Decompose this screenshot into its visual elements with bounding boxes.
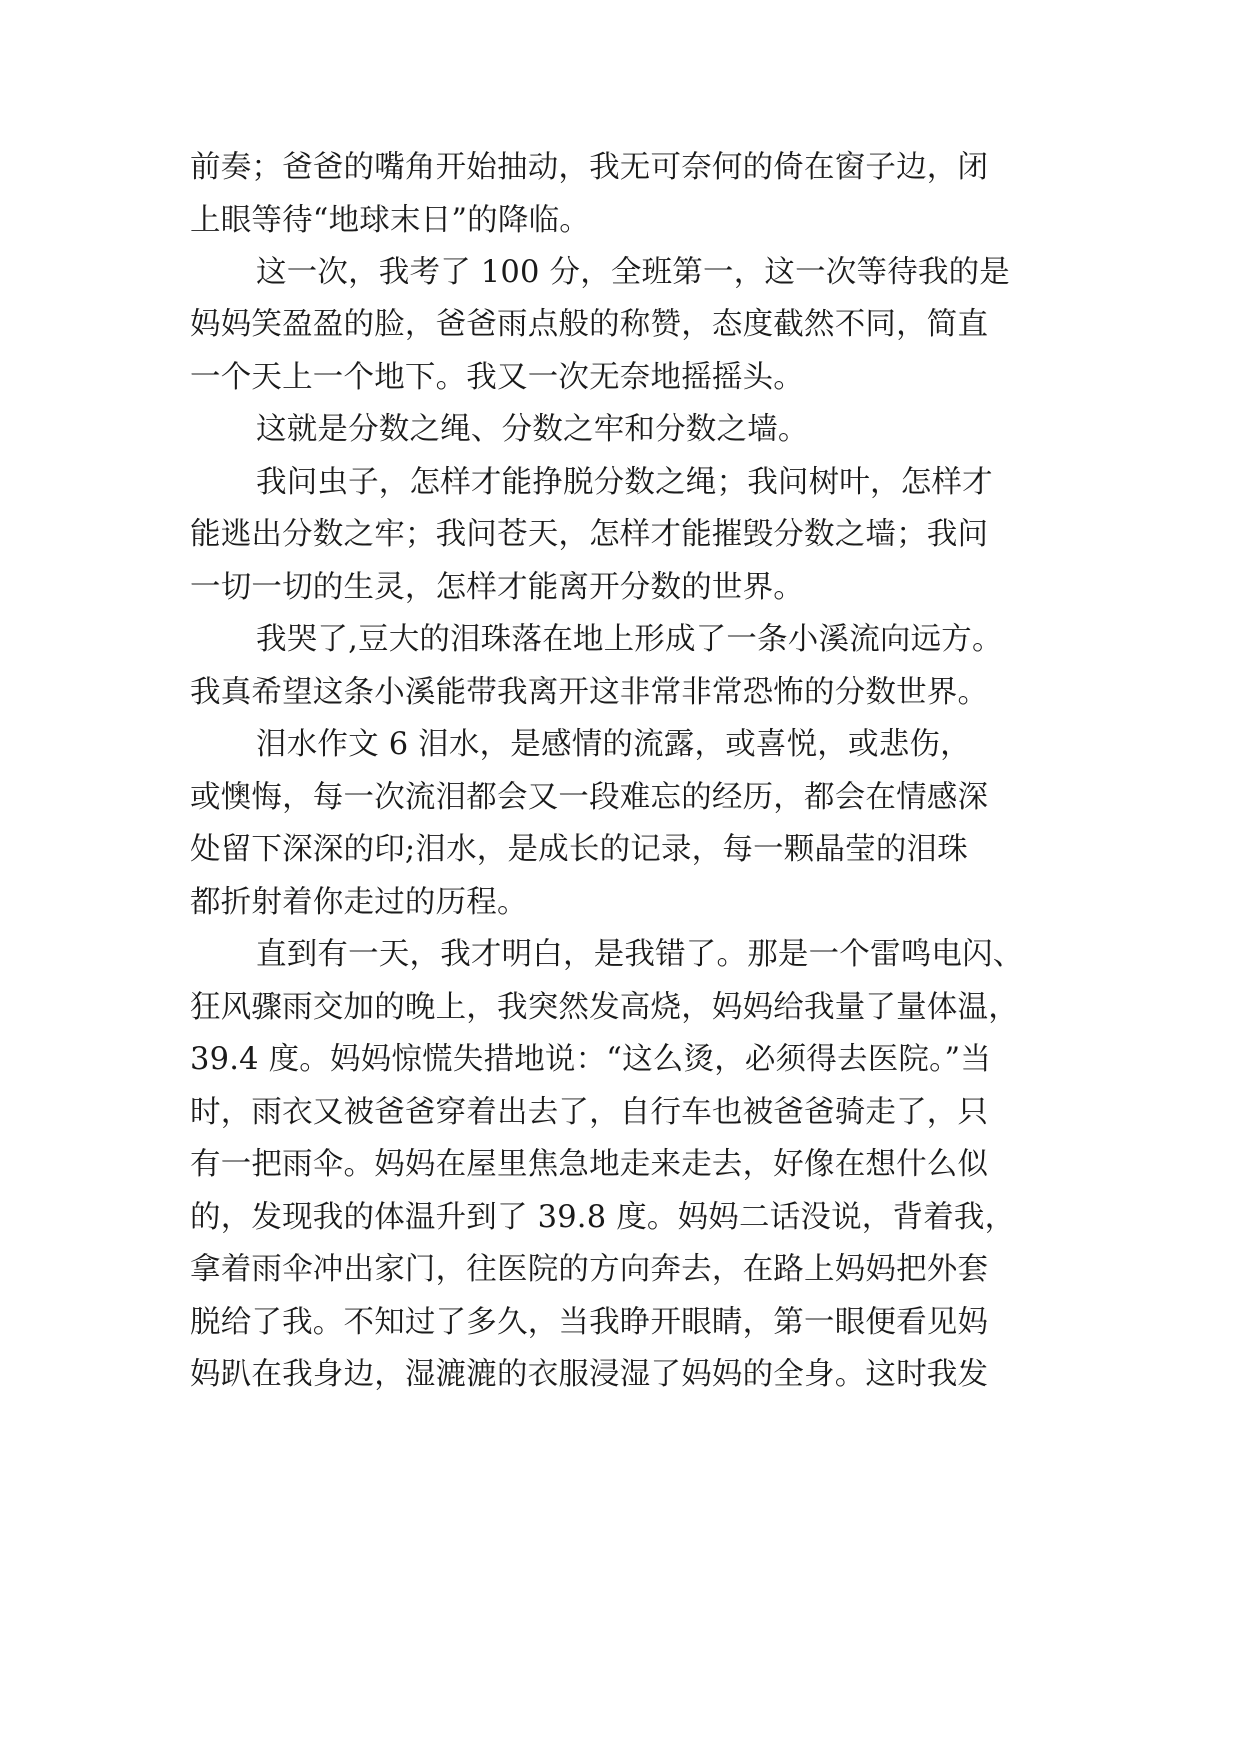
paragraph-start-line: 这就是分数之绳、分数之牢和分数之墙。 <box>256 412 809 447</box>
paragraph-start-line: 我问虫子，怎样才能挣脱分数之绳；我问树叶，怎样才 <box>256 465 993 500</box>
text-line: 妈妈笑盈盈的脸，爸爸雨点般的称赞，态度截然不同，简直 <box>190 307 989 342</box>
text-line: 有一把雨伞。妈妈在屋里焦急地走来走去，好像在想什么似 <box>190 1147 989 1182</box>
text-line: 的，发现我的体温升到了 39.8 度。妈妈二话没说，背着我， <box>190 1200 1016 1235</box>
paragraph-start-line: 这一次，我考了 100 分，全班第一，这一次等待我的是 <box>256 255 1011 290</box>
text-line: 39.4 度。妈妈惊慌失措地说：“这么烫，必须得去医院。”当 <box>190 1042 992 1077</box>
text-line: 一切一切的生灵，怎样才能离开分数的世界。 <box>190 570 804 605</box>
text-line: 妈趴在我身边，湿漉漉的衣服浸湿了妈妈的全身。这时我发 <box>190 1357 989 1392</box>
text-line: 处留下深深的印;泪水，是成长的记录，每一颗晶莹的泪珠 <box>190 832 968 867</box>
text-line: 拿着雨伞冲出家门，往医院的方向奔去，在路上妈妈把外套 <box>190 1252 989 1287</box>
text-line: 脱给了我。不知过了多久，当我睁开眼睛，第一眼便看见妈 <box>190 1305 989 1340</box>
text-line: 我真希望这条小溪能带我离开这非常非常恐怖的分数世界。 <box>190 675 989 710</box>
text-line: 前奏；爸爸的嘴角开始抽动，我无可奈何的倚在窗子边，闭 <box>190 150 989 185</box>
paragraph-start-line: 直到有一天，我才明白，是我错了。那是一个雷鸣电闪、 <box>256 937 1024 972</box>
text-line: 能逃出分数之牢；我问苍天，怎样才能摧毁分数之墙；我问 <box>190 517 989 552</box>
text-line: 上眼等待“地球末日”的降临。 <box>190 203 590 238</box>
text-line: 都折射着你走过的历程。 <box>190 885 528 920</box>
paragraph-start-line: 我哭了,豆大的泪珠落在地上形成了一条小溪流向远方。 <box>256 622 1003 657</box>
text-line: 或懊悔，每一次流泪都会又一段难忘的经历，都会在情感深 <box>190 780 989 815</box>
text-line: 一个天上一个地下。我又一次无奈地摇摇头。 <box>190 360 804 395</box>
text-line: 狂风骤雨交加的晚上，我突然发高烧，妈妈给我量了量体温， <box>190 990 1019 1025</box>
text-line: 时，雨衣又被爸爸穿着出去了，自行车也被爸爸骑走了，只 <box>190 1095 989 1130</box>
paragraph-start-line: 泪水作文 6 泪水，是感情的流露，或喜悦，或悲伤， <box>256 727 971 762</box>
